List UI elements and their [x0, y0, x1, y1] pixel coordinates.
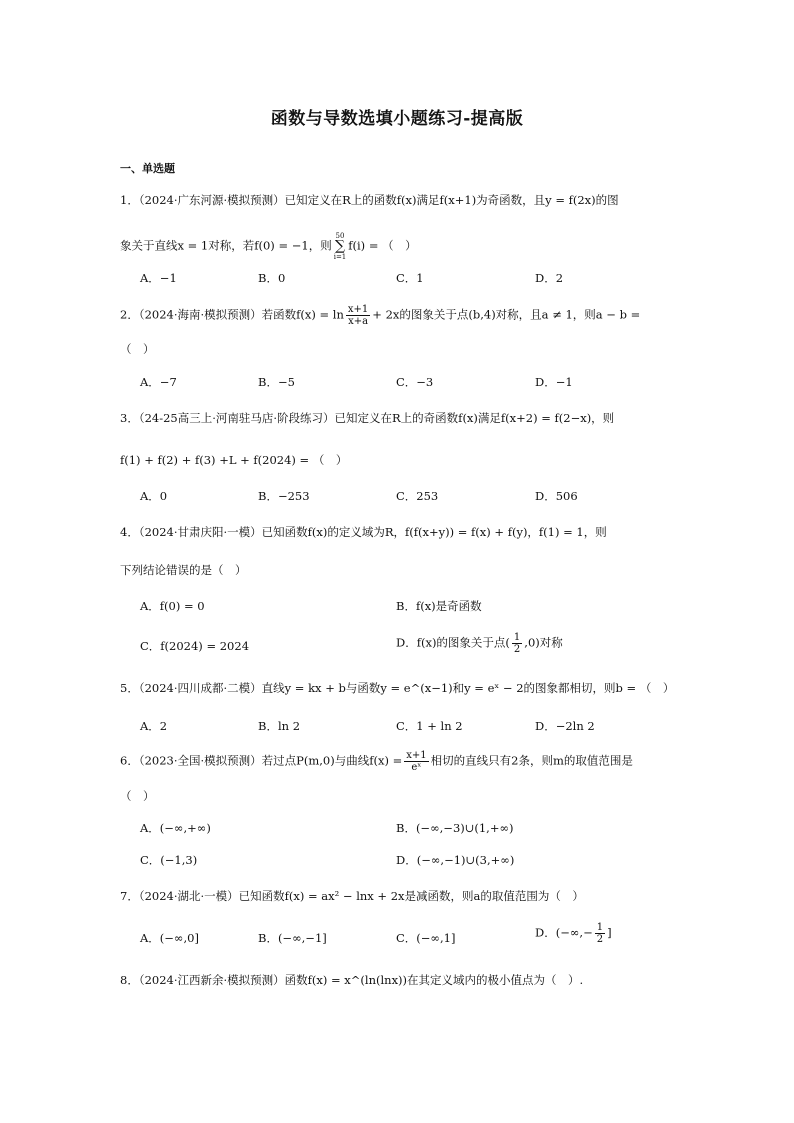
q4-optd-den: 2: [513, 644, 521, 655]
q7-option-a: A．(−∞,0]: [140, 931, 199, 945]
question-4-stem-cont: 下列结论错误的是（ ）: [120, 563, 247, 577]
q1-option-a: A．−1: [140, 271, 177, 285]
q3-option-d: D．506: [535, 489, 578, 503]
q4-option-b: B．f(x)是奇函数: [396, 599, 482, 613]
q6-option-a: A．(−∞,+∞): [140, 821, 211, 835]
question-6-stem-cont: （ ）: [120, 789, 155, 803]
q2-frac-den: x+a: [348, 316, 369, 327]
q4-option-c: C．f(2024) = 2024: [140, 639, 250, 653]
q6-fraction: [404, 750, 428, 773]
q6-frac-num: x+1: [406, 750, 427, 761]
q4-optd-num: 1: [513, 632, 521, 643]
q3-option-a: A．0: [140, 489, 168, 503]
q7-optd-text-a: D．(−∞,−: [535, 925, 593, 940]
q7-option-c: C．(−∞,1]: [396, 931, 456, 945]
question-2-stem: [120, 304, 680, 327]
q4-option-d: [396, 632, 563, 655]
q2-fraction: [346, 304, 370, 327]
q7-optd-text-b: ]: [607, 925, 612, 940]
question-2-stem-cont: （ ）: [120, 342, 155, 356]
q3-option-b: B．−253: [258, 489, 310, 503]
q2-option-d: D．−1: [535, 375, 573, 389]
q7-option-b: B．(−∞,−1]: [258, 931, 327, 945]
q6-option-c: C．(−1,3): [140, 853, 198, 867]
q6-text-b: 相切的直线只有2条，则m的取值范围是: [430, 753, 633, 768]
q5-option-c: C．1 + ln 2: [396, 719, 463, 733]
q2-text-b: + 2x的图象关于点(b,4)对称，且a ≠ 1，则a − b =: [372, 307, 641, 322]
q1-text-b: f(i) = （ ）: [348, 238, 417, 253]
q5-option-b: B．ln 2: [258, 719, 301, 733]
q7-optd-den: 2: [596, 934, 604, 945]
question-6-stem: [120, 750, 680, 773]
q1-text-a: 象关于直线x = 1对称，若f(0) = −1，则: [120, 238, 332, 253]
q1-option-b: B．0: [258, 271, 286, 285]
q6-frac-den: eˣ: [411, 762, 422, 773]
q1-option-c: C．1: [396, 271, 424, 285]
q2-text-a: 2．（2024·海南·模拟预测）若函数f(x) = ln: [120, 307, 344, 322]
q7-option-d: [535, 922, 612, 945]
q7-optd-fraction: [595, 922, 605, 945]
sum-upper: 50: [335, 232, 345, 240]
question-4-stem: 4．（2024·甘肃庆阳·一模）已知函数f(x)的定义域为R，f(f(x+y)) = f(x) + f(y)，f(1) = 1，则: [120, 525, 607, 539]
question-1-stem: 1．（2024·广东河源·模拟预测）已知定义在R上的函数f(x)满足f(x+1)为奇函数，且y = f(2x)的图: [120, 193, 619, 207]
q1-option-d: D．2: [535, 271, 564, 285]
q6-text-a: 6．（2023·全国·模拟预测）若过点P(m,0)与曲线f(x) =: [120, 753, 403, 768]
q4-option-a: A．f(0) = 0: [140, 599, 205, 613]
q2-option-b: B．−5: [258, 375, 295, 389]
question-8-stem: 8．（2024·江西新余·模拟预测）函数f(x) = x^(ln(lnx))在其定义域内的极小值点为（ ）.: [120, 973, 584, 987]
q5-option-d: D．−2ln 2: [535, 719, 595, 733]
q2-option-a: A．−7: [140, 375, 177, 389]
q6-option-b: B．(−∞,−3)∪(1,+∞): [396, 821, 514, 835]
q6-option-d: D．(−∞,−1)∪(3,+∞): [396, 853, 515, 867]
q3-option-c: C．253: [396, 489, 439, 503]
page-title: 函数与导数选填小题练习-提高版: [270, 109, 524, 129]
summation-symbol: 50 ∑ i=1: [333, 232, 347, 261]
section-heading: 一、单选题: [120, 162, 175, 175]
q2-option-c: C．−3: [396, 375, 434, 389]
q4-optd-text-b: ,0)对称: [524, 635, 563, 650]
q7-optd-num: 1: [596, 922, 604, 933]
question-3-stem: 3．（24-25高三上·河南驻马店·阶段练习）已知定义在R上的奇函数f(x)满足f(x+2) = f(2−x)，则: [120, 411, 615, 425]
q4-optd-text-a: D．f(x)的图象关于点(: [396, 635, 510, 650]
q5-option-a: A．2: [140, 719, 168, 733]
sum-lower: i=1: [333, 253, 347, 261]
q4-optd-fraction: [512, 632, 522, 655]
question-7-stem: 7．（2024·湖北·一模）已知函数f(x) = ax² − lnx + 2x是减函数，则a的取值范围为（ ）: [120, 889, 584, 903]
question-5-stem: 5．（2024·四川成都·二模）直线y = kx + b与函数y = e^(x−1)和y = eˣ − 2的图象都相切，则b = （ ）: [120, 681, 675, 695]
question-1-stem-cont: [120, 232, 680, 261]
question-3-stem-cont: f(1) + f(2) + f(3) +L + f(2024) = （ ）: [120, 453, 348, 467]
q2-frac-num: x+1: [347, 304, 369, 315]
